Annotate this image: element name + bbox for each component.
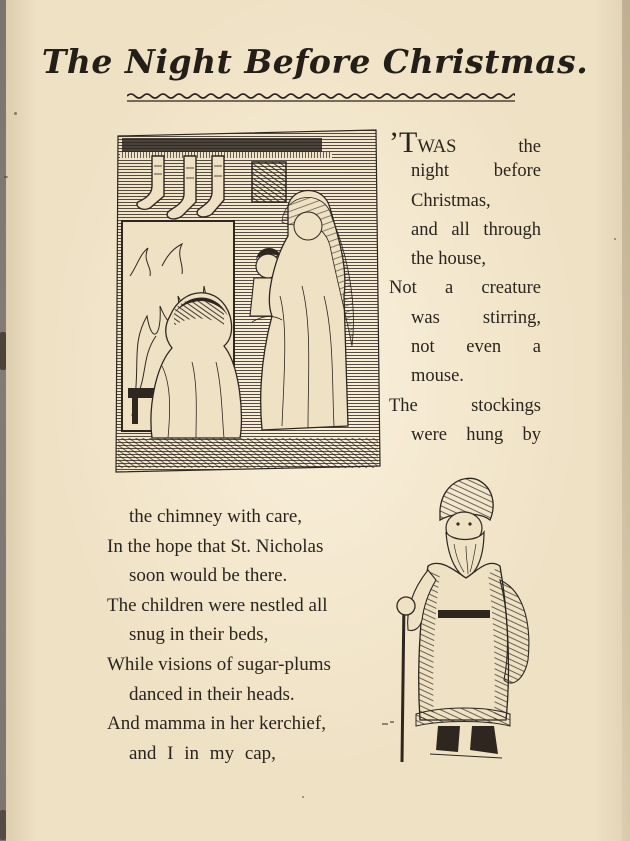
- verse-line: snug in their beds,: [129, 624, 269, 646]
- paper-speck: [4, 176, 8, 178]
- dropcap-letter: ’T: [389, 126, 418, 159]
- paper-speck: [614, 238, 616, 240]
- verse-line: Not a creature: [389, 278, 541, 299]
- verse-line: and all through: [411, 219, 541, 240]
- verse-column-right: [389, 128, 541, 450]
- verse-line: Christmas,: [411, 190, 491, 211]
- verse-line: danced in their heads.: [129, 683, 295, 705]
- verse-line: the house,: [411, 249, 487, 270]
- st-nicholas-illustration: [382, 470, 542, 766]
- verse-line: soon would be there.: [129, 565, 288, 587]
- verse-line: The stockings: [389, 395, 541, 416]
- verse-line: the chimney with care,: [129, 506, 303, 527]
- paper-speck: [14, 112, 17, 115]
- page-right-edge: [622, 0, 630, 841]
- verse-line: and I in my cap,: [129, 742, 276, 764]
- verse-line: not even a: [411, 337, 541, 358]
- verse-line: mouse.: [411, 366, 464, 387]
- verse-line: While visions of sugar-plums: [107, 653, 331, 675]
- verse-line-text: WAS the: [417, 137, 541, 157]
- paper-speck: [0, 810, 6, 840]
- verse-line: [389, 128, 541, 157]
- verse-line: were hung by: [411, 424, 541, 445]
- page-binding-edge: [0, 0, 6, 841]
- verse-line: The children were nestled all: [107, 594, 328, 616]
- verse-line: was stirring,: [411, 307, 541, 328]
- verse-line: And mamma in her kerchief,: [107, 713, 326, 735]
- page-title: The Night Before Christmas.: [41, 42, 589, 81]
- fireplace-children-illustration: [112, 126, 382, 474]
- paper-speck: [302, 796, 304, 798]
- verse-column-left: [107, 502, 382, 768]
- verse-line: In the hope that St. Nicholas: [107, 535, 324, 557]
- verse-line: night before: [411, 161, 541, 182]
- title-wavy-underline: [127, 92, 515, 104]
- paper-speck: [0, 332, 6, 370]
